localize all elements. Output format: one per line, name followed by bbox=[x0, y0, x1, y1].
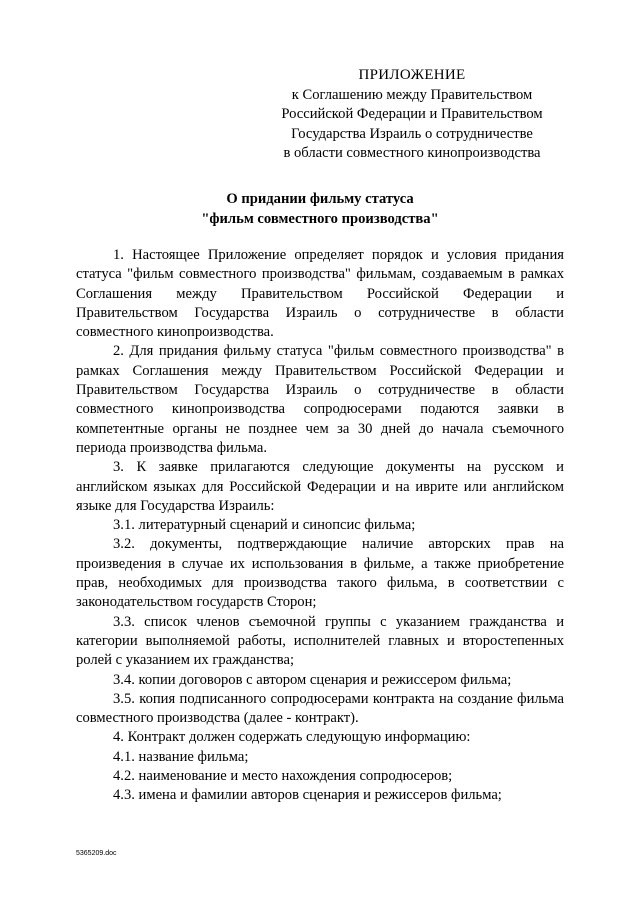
paragraph-3: 3. К заявке прилагаются следующие документы на русском и английском языках для Российской Федерации и на иврите или английском языке для Государства Израиль: bbox=[76, 459, 564, 514]
paragraph-4: 4. Контракт должен содержать следующую информацию: bbox=[113, 729, 471, 746]
appendix-title: ПРИЛОЖЕНИЕ bbox=[358, 67, 466, 83]
paragraph-1: 1. Настоящее Приложение определяет порядок и условия придания статуса "фильм совместного производства" фильмам, создаваемым в рамках Соглашения между Правительством Российской Федерации и Правительством Государства Израиль о сотрудничестве в области совместного кинопроизводства. bbox=[76, 247, 564, 341]
paragraph-4-2: 4.2. наименование и место нахождения сопродюсеров; bbox=[113, 768, 453, 785]
document-body bbox=[76, 246, 564, 806]
appendix-line: к Соглашению между Правительством bbox=[291, 87, 533, 104]
appendix-line: Государства Израиль о сотрудничестве bbox=[291, 125, 533, 142]
paragraph-4-1: 4.1. название фильма; bbox=[113, 748, 249, 765]
appendix-header bbox=[262, 66, 562, 163]
document-id-footer: 5365209.doc bbox=[76, 850, 117, 857]
heading-line-1: О придании фильму статуса bbox=[226, 191, 414, 207]
appendix-line: в области совместного кинопроизводства bbox=[283, 144, 541, 161]
appendix-line: Российской Федерации и Правительством bbox=[281, 106, 543, 123]
heading-line-2: "фильм совместного производства" bbox=[201, 210, 439, 227]
paragraph-3-5: 3.5. копия подписанного сопродюсерами контракта на создание фильма совместного производства (далее - контракт). bbox=[76, 690, 564, 727]
paragraph-3-2: 3.2. документы, подтверждающие наличие авторских прав на произведения в случае их использования в фильме, а также приобретение прав, необходимых для производства такого фильма, в соответствии с законодательством государств Сторон; bbox=[76, 536, 564, 611]
paragraph-3-3: 3.3. список членов съемочной группы с указанием гражданства и категории выполняемой работы, исполнителей главных и второстепенных ролей с указанием их гражданства; bbox=[76, 613, 564, 669]
paragraph-4-3: 4.3. имена и фамилии авторов сценария и режиссеров фильма; bbox=[113, 787, 502, 804]
document-heading bbox=[0, 190, 640, 229]
paragraph-3-4: 3.4. копии договоров с автором сценария и режиссером фильма; bbox=[113, 671, 512, 688]
paragraph-2: 2. Для придания фильму статуса "фильм совместного производства" в рамках Соглашения между Правительством Российской Федерации и Правительством Государства Израиль о сотрудничестве в области совместного кинопроизводства сопродюсерами подаются заявки в компетентные органы не позднее чем за 30 дней до начала съемочного периода производства фильма. bbox=[76, 343, 564, 456]
paragraph-3-1: 3.1. литературный сценарий и синопсис фильма; bbox=[113, 517, 416, 534]
